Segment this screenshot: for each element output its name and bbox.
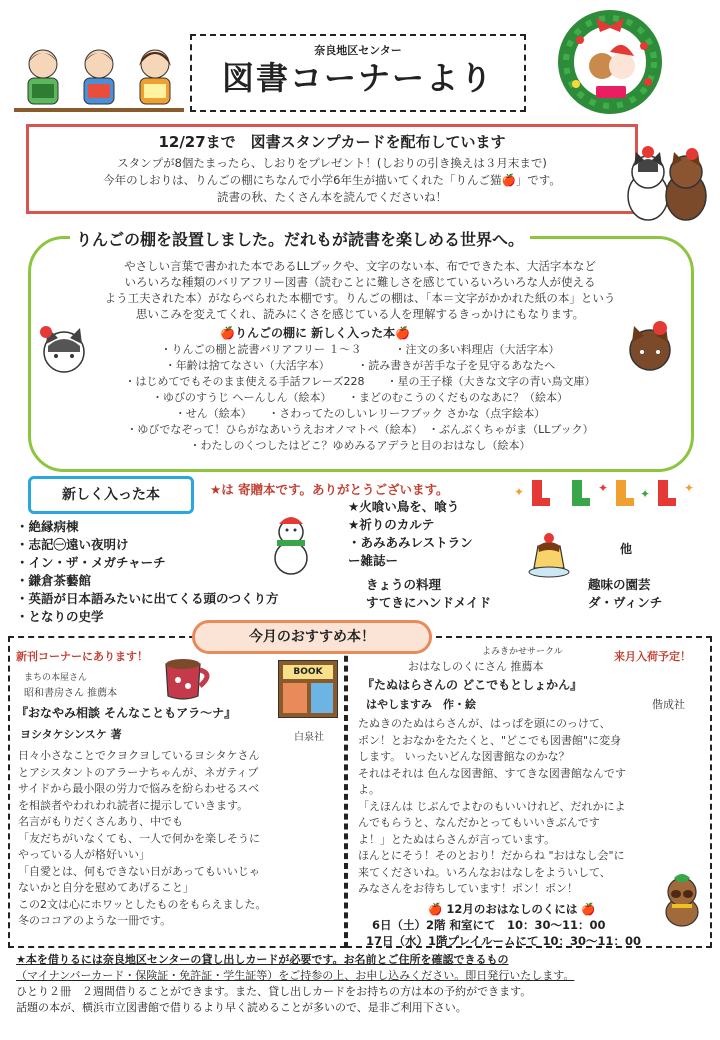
magazines-heading: ー雑誌ー (348, 553, 399, 568)
recommender-left: 昭和書房さん 推薦本 (24, 688, 118, 699)
review-line: ほんとにそう！そのとおり！だからね "おはなし会"に (358, 849, 625, 862)
shop-door (311, 683, 333, 713)
list-item: ・イン・ザ・メガチャーチ (16, 555, 166, 570)
review-line: 名言がもりだくさんあり、中でも (18, 815, 183, 828)
review-line: とアシスタントのアラーナちゃんが、ネガティブ (18, 765, 259, 779)
white-cat-illustration (36, 322, 92, 376)
pudding-illustration (524, 528, 574, 584)
publisher-right: 偕成社 (652, 698, 685, 711)
child-reading-blue-illustration (78, 44, 120, 114)
christmas-wreath-illustration (556, 6, 664, 114)
review-line: ないかと自分を慰めてあげること」 (18, 881, 194, 894)
review-line: します。 いったいどんな図書館なのかな？ (358, 750, 570, 763)
review-line: 「友だちがいなくても、一人で何かを楽しそうに (18, 831, 260, 845)
child-reading-orange-illustration (134, 44, 176, 114)
other-label: 他 (620, 542, 633, 556)
book-title-right: 『たぬはらさんの どこでもとしょかん』 (362, 678, 583, 692)
local-bookstore-label: まちの本屋さん (24, 673, 88, 683)
magazine-list-2 (588, 576, 662, 612)
new-books-list-2 (348, 498, 473, 570)
review-line: みなさんをお待ちしています！ポン！ポン！ (358, 882, 578, 895)
stamp-card-line: 今年のしおりは、りんごの棚にちなんで小学6年生が描いてくれた「りんご猫🍎」です。 (103, 173, 561, 187)
svg-text:✦: ✦ (684, 481, 695, 495)
magazine-list (366, 576, 491, 612)
donation-note: ★は 寄贈本です。ありがとうございます。 (210, 482, 449, 497)
lending-info-line: ★本を借りるには奈良地区センターの貸し出しカードが必要です。お名前とご住所を確認できるもの (16, 953, 509, 966)
apple-shelf-intro-line: 思いこみを変えてくれ、読みにくさを感じている人を理解するきっかけにもなります。 (135, 307, 585, 321)
child-reading-green-illustration (22, 44, 64, 114)
list-item: ・英語が日本語みたいに出てくる頭のつくり方 (16, 591, 279, 606)
event-date: 6日（土）2階 和室にて 10：30～11：00 (372, 918, 606, 932)
apple-shelf-title: りんごの棚を設置しました。だれもが読書を楽しめる世界へ。 (70, 227, 530, 250)
review-line: 「自愛とは、何もできない日があってもいいじゃ (18, 864, 260, 878)
book-review-left (18, 748, 266, 930)
recommender-right: おはなしのくにさん 推薦本 (408, 660, 544, 673)
svg-text:✦: ✦ (514, 485, 525, 499)
author-left: ヨシタケシンスケ 著 (20, 728, 122, 741)
publisher-left: 白泉社 (294, 732, 324, 743)
review-line: よ！」とたぬはらさんが言っています。 (358, 832, 556, 846)
review-line: たぬきのたぬはらさんが、はっぱを頭にのっけて、 (358, 717, 611, 730)
review-line: 冬のココアのような一冊です。 (18, 914, 172, 927)
review-line: ポン！とおなかをたたくと、"どこでも図書館"に変身 (358, 733, 622, 747)
list-item: ・わたしのくつしたはどこ？ゆめみるアデラと目のおはなし（絵本） (189, 439, 531, 452)
list-item: すてきにハンドメイド (366, 595, 492, 610)
book-review-right (358, 716, 626, 898)
recommend-label: 今月のおすすめ本！ (192, 620, 432, 654)
apple-cats-illustration (620, 144, 712, 222)
page-title: 図書コーナーより (221, 59, 494, 97)
book-sign: BOOK (283, 665, 333, 679)
list-item: ・絶縁病棟 (16, 519, 79, 534)
list-item: ・年齢は捨てなさい（大活字本） ・読み書きが苦手な子を見守るあなたへ (164, 359, 556, 372)
apple-shelf-book-list (70, 342, 650, 454)
list-item: ・ゆびのすうじ へーんしん（絵本） ・まどのむこうのくだものなあに？（絵本） (152, 391, 568, 404)
review-line: んでもらうと、なんだかとってもいいきぶんです (358, 816, 600, 829)
event-date: 17日（水）1階プレイルームにて 10：30～11：00 (366, 934, 641, 948)
cocoa-cup-illustration (160, 652, 218, 704)
stamp-card-line: スタンプが8個たまったら、しおりをプレゼント！(しおりの引き換えは３月末まで) (117, 156, 547, 170)
next-month-arrival-note: 来月入荷予定！ (614, 650, 691, 663)
apple-shelf-intro-line: よう工夫された本）がならべられた本棚です。りんごの棚は、「本＝文字がかかれた紙の本」という (104, 291, 616, 305)
list-item: ・あみあみレストラン (348, 535, 473, 550)
review-line: 来てくださいね。いろんなおはなしをよういして、 (358, 865, 611, 879)
christmas-stockings-illustration (512, 476, 702, 510)
lending-info-line: 話題の本が、横浜市立図書館で借りるより早く読めることが多いので、是非ご利用下さい。 (16, 1001, 467, 1014)
list-item: きょうの料理 (366, 577, 442, 592)
snowman-illustration (262, 510, 320, 576)
review-line: それはそれは 色んな図書館、すてきな図書館なんです (358, 766, 626, 780)
list-item: ・りんごの棚と読書バリアフリー １～３ ・注文の多い料理店（大活字本） (160, 343, 560, 356)
stamp-card-notice (26, 124, 638, 214)
review-line: やっている人が格好いい」 (18, 848, 150, 861)
list-item: ・せん（絵本） ・さわってたのしいレリーフブック さかな（点字絵本） (174, 407, 546, 420)
shop-window (283, 683, 307, 713)
recommend-left-panel (8, 636, 346, 948)
recommend-right-panel (346, 636, 712, 948)
list-item: ・志記㊀遠い夜明け (16, 537, 129, 552)
stamp-card-line: 読書の秋、たくさん本を読んでくださいね！ (217, 190, 447, 204)
event-title: 🍎 12月のおはなしのくには 🍎 (428, 902, 596, 916)
apple-shelf-intro-line: やさしい言葉で書かれた本であるLLブックや、文字のない本、布でできた本、大活字本など (124, 259, 596, 273)
review-line: 日々小さなことでクヨクヨしているヨシタケさん (18, 749, 260, 762)
review-line: この2文は心にホワッとしたものをもらえました。 (18, 897, 267, 911)
header-shelf-line (14, 108, 184, 112)
review-line: を相談者やわれわれ読者に提示していきます。 (18, 798, 249, 812)
new-books-list (16, 518, 279, 626)
header-title-box (190, 34, 526, 112)
list-item: ★火喰い鳥を、喰う (348, 499, 460, 514)
svg-text:✦: ✦ (598, 481, 609, 495)
new-books-badge: 新しく入った本 (28, 476, 194, 514)
apple-shelf-intro-line: いろいろな種類のバリアフリー図書（読むことに難しさを感じているいろいろな人が使える (124, 275, 596, 289)
review-line: よ。 (358, 783, 380, 796)
svg-text:✦: ✦ (640, 487, 651, 501)
book-title-left: 『おなやみ相談 そんなこともアラ～ナ』 (16, 706, 237, 720)
lending-info-line: ひとり２冊 ２週間借りることができます。また、貸し出しカードをお持ちの方は本の予約ができます。 (16, 985, 532, 998)
lending-info (16, 952, 706, 1016)
list-item: ・はじめてでもそのまま使える手話フレーズ228 ・星の王子様（大きな文字の青い鳥文庫） (124, 375, 596, 388)
list-item: ・ゆびでなぞって！ひらがなあいうえおオノマトペ（絵本） ・ぶんぶくちゃがま（LLブック） (126, 423, 594, 436)
list-item: ★祈りのカルテ (348, 517, 435, 532)
review-line: サイドから最小限の労力で悩みを紛らわせるスベ (18, 782, 260, 795)
header-subtitle: 奈良地区センター (314, 44, 402, 57)
bookstore-illustration (278, 660, 338, 718)
review-line: 「えほんは じぶんでよむのもいいけれど、だれかによ (358, 799, 626, 813)
reading-circle-label: よみきかせサークル (482, 647, 563, 657)
apple-shelf-new-books-heading: 🍎りんごの棚に 新しく入った本🍎 (220, 326, 411, 340)
list-item: ・鎌倉茶藝館 (16, 573, 92, 588)
apple-shelf-intro (60, 258, 660, 322)
raccoon-dog-illustration (656, 872, 708, 928)
list-item: ダ・ヴィンチ (588, 595, 663, 610)
list-item: ・となりの史学 (16, 609, 104, 624)
author-right: はやしますみ 作・絵 (366, 698, 476, 711)
new-arrival-corner-note: 新刊コーナーにあります！ (16, 650, 148, 663)
lending-info-line: （マイナンバーカード・保険証・免許証・学生証等）をご持参の上、お申し込みください。即日発行いたします。 (16, 969, 575, 982)
list-item: 趣味の園芸 (588, 577, 651, 592)
stamp-card-title: 12/27まで 図書スタンプカードを配布しています (158, 133, 506, 151)
brown-cat-illustration (620, 318, 680, 374)
